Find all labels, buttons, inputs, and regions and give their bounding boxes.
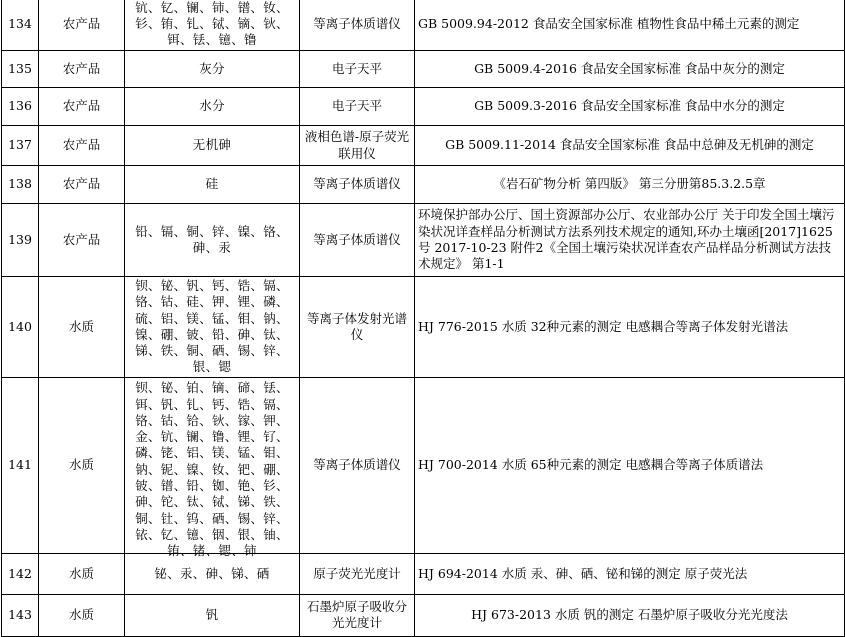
test-items: 铅、镉、铜、锌、镍、铬、砷、汞 (125, 204, 300, 277)
row-number: 135 (2, 51, 39, 88)
test-items: 铋、汞、砷、锑、硒 (125, 553, 300, 594)
row-number: 134 (2, 0, 39, 51)
table-row (2, 594, 845, 636)
row-number: 139 (2, 204, 39, 277)
instrument: 等离子体质谱仪 (300, 166, 415, 204)
instrument: 电子天平 (300, 88, 415, 126)
test-items: 灰分 (125, 51, 300, 88)
standard-method: GB 5009.3-2016 食品安全国家标准 食品中水分的测定 (415, 88, 845, 126)
sample-category: 农产品 (39, 51, 125, 88)
test-items: 钪、钇、镧、铈、镨、钕、钐、铕、钆、铽、镝、钬、铒、铥、镱、镥 (125, 0, 300, 51)
standard-method: GB 5009.4-2016 食品安全国家标准 食品中灰分的测定 (415, 51, 845, 88)
standard-method: HJ 673-2013 水质 钒的测定 石墨炉原子吸收分光光度法 (415, 594, 845, 636)
instrument: 等离子体发射光谱仪 (300, 277, 415, 378)
test-items-text: 钡、铋、铂、镝、碲、铥、铒、钒、钆、钙、锆、镉、铬、钴、铪、钬、镓、钾、金、钪、镧、镥、锂、钌、磷、铑、铝、镁、锰、钼、钠、铌、镍、钕、钯、硼、铍、镨、铅、铷、铯、钐、砷、铊、钛、铽、锑、铁、铜、钍、钨、硒、锡、锌、铱、钇、镱、铟、银、铀、铕、锗、锶、铈 (135, 380, 289, 559)
table-row (2, 377, 845, 553)
test-items: 硅 (125, 166, 300, 204)
table-row (2, 553, 845, 594)
standard-method: GB 5009.94-2012 食品安全国家标准 植物性食品中稀土元素的测定 (415, 0, 845, 51)
table-body (2, 0, 845, 636)
instrument: 等离子体质谱仪 (300, 204, 415, 277)
sample-category: 农产品 (39, 0, 125, 51)
table-row (2, 204, 845, 277)
sample-category: 农产品 (39, 166, 125, 204)
standard-method: HJ 700-2014 水质 65种元素的测定 电感耦合等离子体质谱法 (415, 377, 845, 553)
table-row (2, 277, 845, 378)
sample-category: 水质 (39, 553, 125, 594)
instrument: 液相色谱-原子荧光联用仪 (300, 126, 415, 166)
test-items: 钡、铋、钒、钙、锆、镉、铬、钴、硅、钾、锂、磷、硫、铝、镁、锰、钼、钠、镍、硼、铍、铅、砷、钛、锑、铁、铜、硒、锡、锌、银、锶 (125, 277, 300, 378)
row-number: 141 (2, 377, 39, 553)
row-number: 140 (2, 277, 39, 378)
instrument: 原子荧光光度计 (300, 553, 415, 594)
sample-category: 农产品 (39, 88, 125, 126)
standard-method: HJ 776-2015 水质 32种元素的测定 电感耦合等离子体发射光谱法 (415, 277, 845, 378)
sample-category: 水质 (39, 594, 125, 636)
table-row (2, 0, 845, 51)
standard-method: GB 5009.11-2014 食品安全国家标准 食品中总砷及无机砷的测定 (415, 126, 845, 166)
table-row (2, 126, 845, 166)
sample-category: 水质 (39, 377, 125, 553)
sample-category: 农产品 (39, 126, 125, 166)
sample-category: 水质 (39, 277, 125, 378)
test-items: 水分 (125, 88, 300, 126)
table-row (2, 51, 845, 88)
row-number: 138 (2, 166, 39, 204)
row-number: 136 (2, 88, 39, 126)
standard-method: 环境保护部办公厅、国土资源部办公厅、农业部办公厅 关于印发全国土壤污染状况详查样品分析测试方法系列技术规定的通知,环办土壤函[2017]1625号 2017-10-23 附件2《全国土壤污染状况详查农产品样品分析测试方法技术规定》 第1-1 (415, 204, 845, 277)
standards-table (1, 0, 845, 637)
row-number: 137 (2, 126, 39, 166)
row-number: 143 (2, 594, 39, 636)
test-items: 钒 (125, 594, 300, 636)
sample-category: 农产品 (39, 204, 125, 277)
standard-method: 《岩石矿物分析 第四版》 第三分册第85.3.2.5章 (415, 166, 845, 204)
table-row (2, 166, 845, 204)
test-items: 无机砷 (125, 126, 300, 166)
instrument: 等离子体质谱仪 (300, 0, 415, 51)
instrument: 电子天平 (300, 51, 415, 88)
table-row (2, 88, 845, 126)
standard-method: HJ 694-2014 水质 汞、砷、硒、铋和锑的测定 原子荧光法 (415, 553, 845, 594)
instrument: 等离子体质谱仪 (300, 377, 415, 553)
test-items (125, 377, 300, 559)
instrument: 石墨炉原子吸收分光光度计 (300, 594, 415, 636)
row-number: 142 (2, 553, 39, 594)
